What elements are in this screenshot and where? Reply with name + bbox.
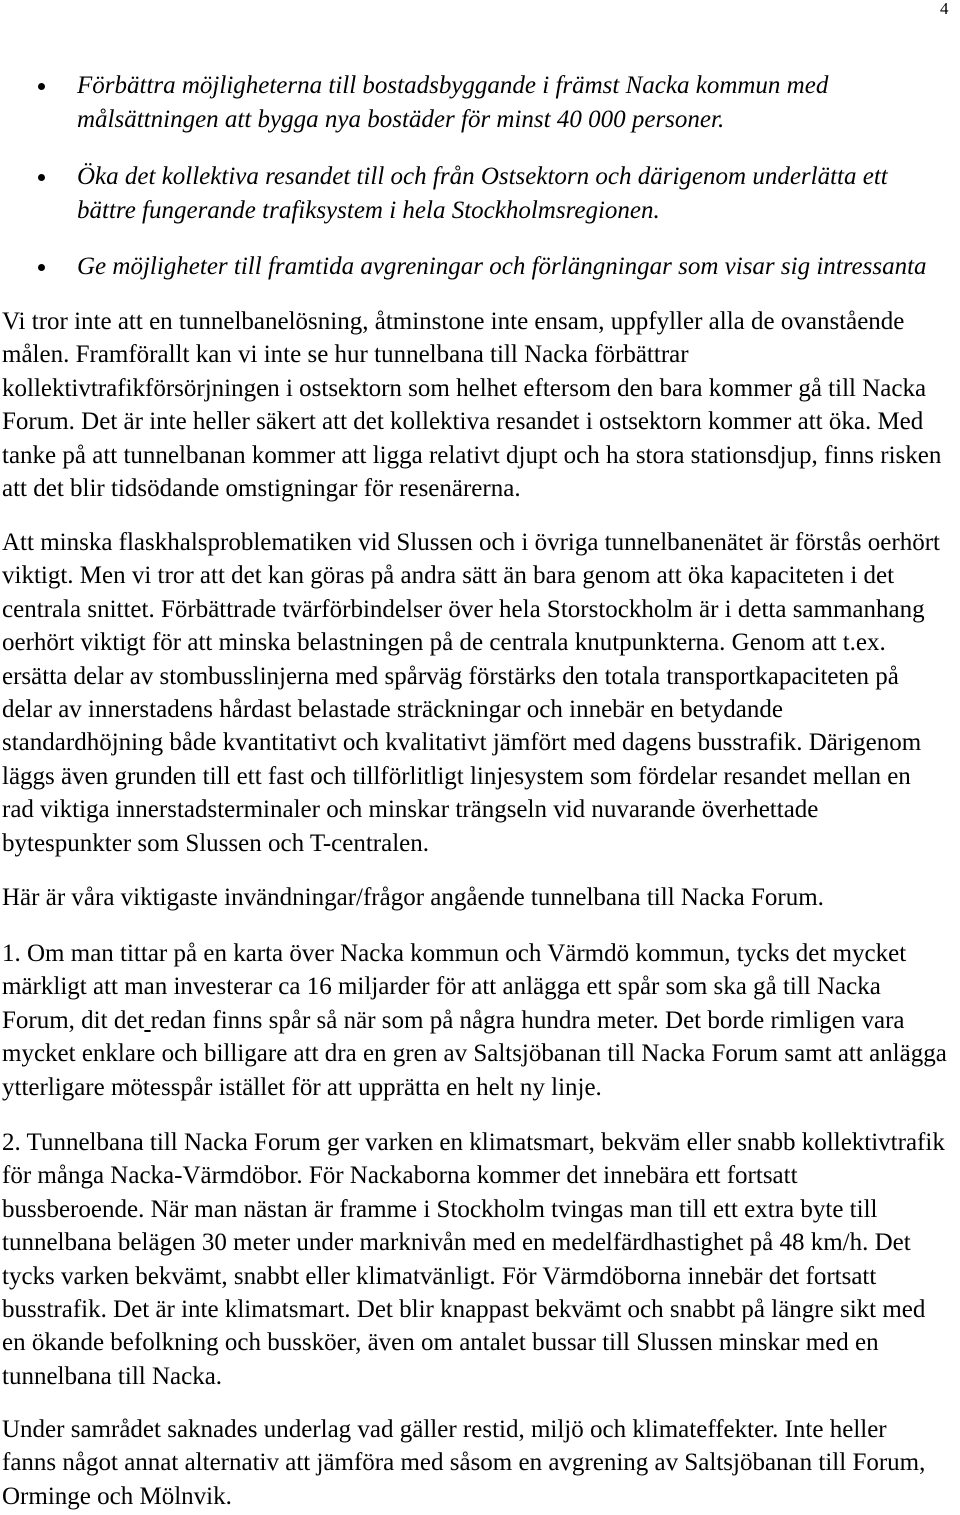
paragraph-line: ytterligare mötesspår istället för att upprätta en helt ny linje. <box>2 1073 602 1101</box>
paragraph-line: delar av innerstadens hårdast belastade sträckningar och innebär en betydande <box>2 696 783 724</box>
paragraph-line: 1. Om man tittar på en karta över Nacka kommun och Värmdö kommun, tycks det mycket <box>2 940 907 967</box>
paragraph-line: tanke på att tunnelbanan kommer att ligga relativt djupt och ha stora stationsdjup, finns risken <box>2 441 942 469</box>
paragraph-line: kollektivtrafikförsörjningen i ostsektorn som helhet eftersom den bara kommer gå till Nacka <box>2 374 927 402</box>
paragraph-line: Orminge och Mölnvik. <box>2 1482 232 1510</box>
paragraph-line: bussberoende. När man nästan är framme i Stockholm tvingas man till ett extra byte till <box>2 1195 878 1223</box>
paragraph-line: målen. Framförallt kan vi inte se hur tunnelbana till Nacka förbättrar <box>2 341 689 369</box>
paragraph-line: busstrafik. Det är inte klimatsmart. Det blir knappast bekvämt och snabbt på längre sikt med <box>2 1296 926 1324</box>
paragraph <box>2 1413 925 1513</box>
line-segment: Forum, dit det <box>2 1006 145 1034</box>
bullet-item <box>77 69 828 137</box>
bullet-icon <box>38 264 45 271</box>
paragraph-line: fanns något annat alternativ att jämföra med såsom en avgrening av Saltsjöbanan till Forum, <box>2 1449 926 1477</box>
page-number: 4 <box>940 0 949 18</box>
paragraph-point-1 <box>2 937 947 1104</box>
paragraph-line: Vi tror inte att en tunnelbanelösning, åtminstone inte ensam, uppfyller alla de ovanstående <box>2 308 905 335</box>
bullet-item <box>77 250 927 284</box>
paragraph-line: tunnelbana till Nacka. <box>2 1362 223 1390</box>
paragraph-point-2 <box>2 1126 945 1393</box>
paragraph-line: standardhöjning både kvantitativt och kvalitativt jämfört med dagens busstrafik. Därigenom <box>2 729 922 757</box>
paragraph-line: att det blir tidsödande omstigningar för resenärerna. <box>2 475 521 503</box>
line-segment: redan finns spår så när som på några hundra meter. Det borde rimligen vara <box>150 1006 905 1034</box>
paragraph-line: tycks varken bekvämt, snabbt eller klimatvänligt. För Värmdöborna innebär det fortsatt <box>2 1262 877 1290</box>
bullet-item <box>77 160 888 228</box>
paragraph-line: 2. Tunnelbana till Nacka Forum ger varken en klimatsmart, bekväm eller snabb kollektivtrafik <box>2 1129 945 1156</box>
paragraph-line: viktigt. Men vi tror att det kan göras på andra sätt än bara genom att öka kapaciteten i det <box>2 562 895 590</box>
paragraph-line: märkligt att man investerar ca 16 miljarder för att anlägga ett spår som ska gå till Nacka <box>2 973 881 1001</box>
paragraph-line: mycket enklare och billigare att dra en gren av Saltsjöbanan till Nacka Forum samt att anlägga <box>2 1040 947 1068</box>
paragraph-line: Här är våra viktigaste invändningar/frågor angående tunnelbana till Nacka Forum. <box>2 884 824 911</box>
paragraph-line: läggs även grunden till ett fast och tillförlitligt linjesystem som fördelar resandet mellan en <box>2 762 911 790</box>
paragraph-line: bytespunkter som Slussen och T-centralen. <box>2 829 430 857</box>
paragraph <box>2 305 941 505</box>
paragraph <box>2 881 824 914</box>
paragraph-line: för många Nacka-Värmdöbor. För Nackaborna kommer det innebära ett fortsatt <box>2 1162 798 1190</box>
paragraph <box>2 526 940 860</box>
paragraph-line: en ökande befolkning och bussköer, även om antalet bussar till Slussen minskar med en <box>2 1329 879 1357</box>
bullet-icon <box>38 83 45 90</box>
bullet-line: Förbättra möjligheterna till bostadsbyggande i främst Nacka kommun med <box>77 72 829 99</box>
paragraph-line: ersätta delar av stombusslinjerna med spårväg förstärks den totala transportkapaciteten på <box>2 662 899 690</box>
paragraph-line: oerhört viktigt för att minska belastningen på de centrala knutpunkterna. Genom att t.ex. <box>2 629 886 657</box>
paragraph-line: Under samrådet saknades underlag vad gäller restid, miljö och klimateffekter. Inte heller <box>2 1416 887 1443</box>
paragraph-line: Att minska flaskhalsproblematiken vid Slussen och i övriga tunnelbanenätet är förstås oerhört <box>2 529 940 556</box>
paragraph-line: rad viktiga innerstadsterminaler och minskar trängseln vid nuvarande överhettade <box>2 796 819 824</box>
paragraph-line: tunnelbana belägen 30 meter under marknivån med en medelfärdhastighet på 48 km/h. Det <box>2 1229 911 1257</box>
bullet-line: målsättningen att bygga nya bostäder för minst 40 000 personer. <box>77 106 725 133</box>
paragraph-line: centrala snittet. Förbättrade tvärförbindelser över hela Storstockholm är i detta sammanhang <box>2 595 925 623</box>
paragraph-line <box>2 1004 947 1037</box>
bullet-line: bättre fungerande trafiksystem i hela Stockholmsregionen. <box>77 197 660 224</box>
paragraph-line: Forum. Det är inte heller säkert att det kollektiva resandet i ostsektorn kommer att öka. Med <box>2 408 924 436</box>
bullet-line: Öka det kollektiva resandet till och från Ostsektorn och därigenom underlätta ett <box>77 163 888 190</box>
bullet-icon <box>38 174 45 181</box>
bullet-line: Ge möjligheter till framtida avgreningar och förlängningar som visar sig intressanta <box>77 253 927 280</box>
